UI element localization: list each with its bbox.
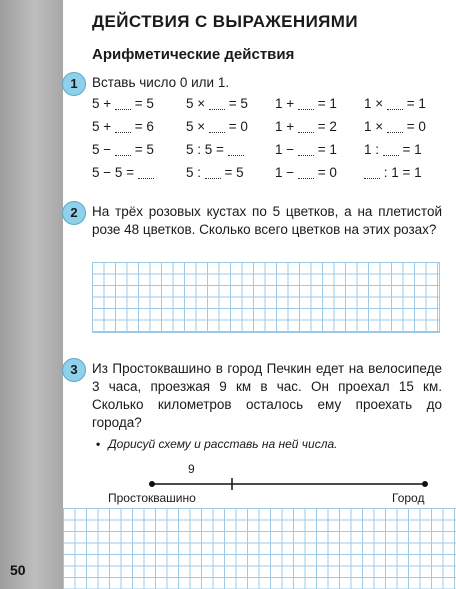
equation: 5 − = 5	[92, 142, 154, 157]
answer-grid-bottom[interactable]	[63, 508, 456, 589]
section-subtitle: Арифметические действия	[92, 46, 295, 63]
hint-line	[96, 437, 337, 451]
answer-blank[interactable]	[383, 142, 399, 156]
answer-blank[interactable]	[115, 96, 131, 110]
task-number-badge: 1	[62, 72, 86, 96]
equation: : 1 = 1	[364, 164, 447, 182]
equation: 1 : = 1	[364, 142, 422, 157]
answer-blank[interactable]	[205, 165, 221, 179]
answer-blank[interactable]	[115, 119, 131, 133]
equation: 1 + = 2	[275, 119, 337, 134]
start-label: Простоквашино	[108, 491, 196, 505]
end-point	[422, 481, 428, 487]
hint-text: Дорисуй схему и расставь на ней числа.	[108, 437, 338, 451]
equation: 1 + = 1	[275, 96, 337, 111]
task-number-badge: 3	[62, 358, 86, 382]
answer-blank[interactable]	[387, 119, 403, 133]
answer-blank[interactable]	[387, 96, 403, 110]
answer-blank[interactable]	[209, 96, 225, 110]
bullet-icon: •	[96, 437, 101, 451]
equation: 5 : = 5	[186, 165, 244, 180]
equation: 5 × = 5	[186, 96, 248, 111]
equation: 1 − = 0	[275, 165, 337, 180]
end-label: Город	[392, 491, 425, 505]
task1-instruction: Вставь число 0 или 1.	[92, 75, 230, 90]
start-point	[149, 481, 155, 487]
answer-blank[interactable]	[298, 119, 314, 133]
equation: 1 × = 1	[364, 96, 426, 111]
equations-grid	[92, 95, 447, 182]
task3-text: Из Простоквашино в город Печкин едет на велосипеде 3 часа, проезжая 9 км в час. Он проехал 15 км. Сколько километров осталось ему проехать до города?	[92, 361, 442, 430]
equation: 1 × = 0	[364, 119, 426, 134]
page-margin-sidebar	[0, 0, 63, 589]
answer-grid[interactable]	[92, 262, 440, 333]
equation: 1 − = 1	[275, 142, 337, 157]
distance-diagram	[100, 462, 440, 512]
diagram-line	[100, 462, 440, 492]
equation: 5 + = 6	[92, 119, 154, 134]
equation: 5 + = 5	[92, 96, 154, 111]
answer-blank[interactable]	[364, 165, 380, 179]
task2-text: На трёх розовых кустах по 5 цветков, а на плетистой розе 48 цветков. Сколько всего цветков на этих розах?	[92, 204, 442, 237]
answer-blank[interactable]	[209, 119, 225, 133]
answer-blank[interactable]	[138, 165, 154, 179]
answer-blank[interactable]	[298, 142, 314, 156]
page-title: ДЕЙСТВИЯ С ВЫРАЖЕНИЯМИ	[92, 12, 358, 31]
answer-blank[interactable]	[228, 142, 244, 156]
page-number: 50	[10, 562, 26, 578]
answer-blank[interactable]	[115, 142, 131, 156]
task-number-badge: 2	[62, 201, 86, 225]
answer-blank[interactable]	[298, 165, 314, 179]
segment-label: 9	[188, 462, 195, 476]
answer-blank[interactable]	[298, 96, 314, 110]
equation: 5 × = 0	[186, 119, 248, 134]
equation: 5 : 5 =	[186, 141, 275, 159]
equation: 5 − 5 =	[92, 164, 186, 182]
